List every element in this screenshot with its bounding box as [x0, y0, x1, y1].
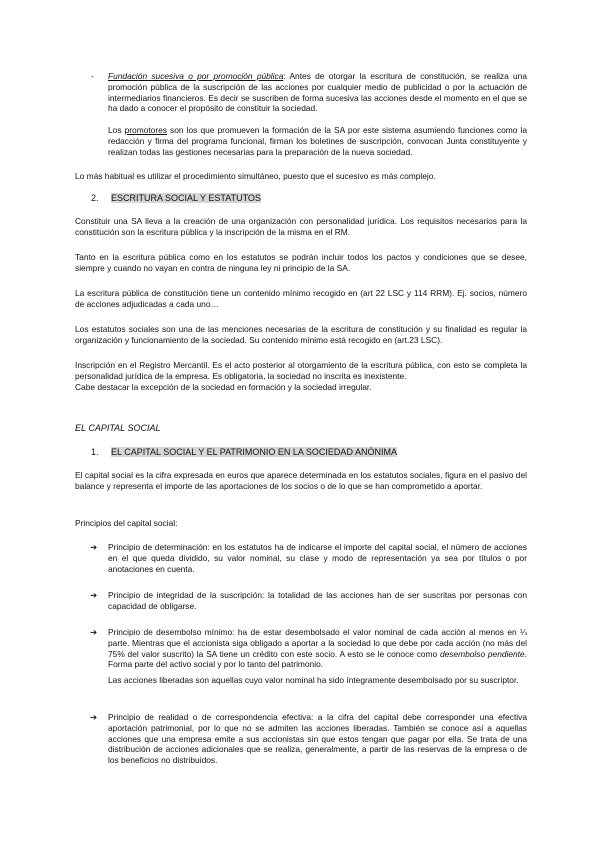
section-heading-2 — [91, 193, 261, 204]
pactos-paragraph: Tanto en la escritura pública como en los estatutos se podrán incluir todos los pactos y condiciones que se desee, siempre y cuando no vayan en contra de ninguna ley ni principio de la SA. — [75, 252, 527, 273]
principios-intro: Principios del capital social: — [75, 518, 178, 528]
desembolso-pendiente-term: desembolso pendiente — [439, 648, 525, 659]
arrow-bullet-icon: ➔ — [90, 590, 98, 600]
procedimiento-habitual-paragraph: Lo más habitual es utilizar el procedimiento simultáneo, puesto que el sucesivo es más complejo. — [75, 171, 436, 181]
arrow-bullet-icon: ➔ — [90, 627, 98, 637]
desembolso-text-end: . Forma parte del activo social y por lo tanto del patrimonio. — [108, 648, 527, 670]
excepcion-paragraph: Cabe destacar la excepción de la sociedad en formación y la sociedad irregular. — [75, 382, 372, 392]
section-heading-1 — [91, 447, 397, 458]
heading-number: 1. — [91, 447, 99, 457]
principio-realidad: Principio de realidad o de correspondencia efectiva: a la cifra del capital debe corresponder una efectiva aportación patrimonial, por lo que no se admiten las acciones liberadas. También se conoce así a aquellas acciones que una empresa emite a sus accionistas sin que estos tengan que pagar por ella. Se trata de una distribución de acciones adicionales que se realiza, generalmente, a partir de las reservas de la empresa o de los beneficios no distribuidos. — [108, 712, 527, 766]
promotores-term: promotores — [124, 125, 167, 135]
promotores-text: son los que promueven la formación de la SA por este sistema asumiendo funciones como la redacción y firma del programa funcional, firman los boletines de suscripción, convocan Junta constituyente y realizan todas las gestiones necesarias para la preparación de la nueva sociedad. — [108, 125, 527, 157]
inscripcion-paragraph: Inscripción en el Registro Mercantil. Es el acto posterior al otorgamiento de la escritura pública, con esto se completa la personalidad jurídica de la empresa. Es obligatoria, la sociedad no inscrita es inexistente. — [75, 360, 527, 381]
fundacion-sucesiva-paragraph — [108, 71, 527, 114]
fundacion-sucesiva-title: Fundación sucesiva o por promoción pública — [108, 71, 284, 81]
acciones-liberadas-paragraph: Las acciones liberadas son aquellas cuyo valor nominal ha sido íntegramente desembolsado por su suscriptor. — [108, 675, 519, 685]
capital-social-title: EL CAPITAL SOCIAL — [75, 423, 161, 433]
heading-label: ESCRITURA SOCIAL Y ESTATUTOS — [111, 193, 261, 203]
heading-label: EL CAPITAL SOCIAL Y EL PATRIMONIO EN LA SOCIEDAD ANÓNIMA — [111, 447, 397, 457]
contenido-minimo-paragraph: La escritura pública de constitución tiene un contenido mínimo recogido en (art 22 LSC y 114 RRM). Ej. socios, número de acciones adjudicadas a cada uno… — [75, 288, 527, 309]
dash-bullet: - — [91, 71, 94, 81]
arrow-bullet-icon: ➔ — [90, 542, 98, 552]
estatutos-paragraph: Los estatutos sociales son una de las menciones necesarias de la escritura de constitución y su finalidad es regular la organización y funcionamiento de la sociedad. Su contenido mínimo está recogido en (art.23 LSC). — [75, 324, 527, 345]
capital-definition-paragraph: El capital social es la cifra expresada en euros que aparece determinada en los estatutos sociales, figura en el pasivo del balance y representa el importe de las aportaciones de los socios o de lo que se han comprometido a aportar. — [75, 470, 527, 491]
principio-determinacion: Principio de determinación: en los estatutos ha de indicarse el importe del capital social, el número de acciones en el que queda dividido, su valor nominal, su clase y modo de representación ya sea por títulos o por anotaciones en cuenta. — [108, 542, 527, 574]
promotores-lead: Los — [108, 125, 125, 135]
constituir-paragraph: Constituir una SA lleva a la creación de una organización con personalidad jurídica. Los requisitos necesarios para la constitución son la escritura pública y la inscripción de la misma en el RM. — [75, 216, 527, 237]
heading-number: 2. — [91, 193, 99, 203]
desembolso-text: Principio de desembolso mínimo: ha de estar desembolsado el valor nominal de cada acción al menos en ¼ parte. Mientras que el accionista siga obligado a aportar a la sociedad lo que debe por cada acción (no más del 75% del valor suscrito) la SA tiene un crédito con este socio. A esto se le conoce como — [108, 627, 527, 659]
fundacion-sucesiva-text: : Antes de otorgar la escritura de constitución, se realiza una promoción pública de la suscripción de las acciones por cualquier medio de publicidad o por la actuación de intermediarios financieros. Es decir se suscriben de forma sucesiva las acciones desde el momento en el que se ha dado a conocer el propósito de constituir la sociedad. — [108, 71, 527, 114]
principio-desembolso — [108, 627, 527, 670]
promotores-paragraph — [108, 125, 527, 157]
arrow-bullet-icon: ➔ — [90, 712, 98, 722]
principio-integridad: Principio de integridad de la suscripción: la totalidad de las acciones han de ser suscritas por personas con capacidad de obligarse. — [108, 590, 527, 611]
